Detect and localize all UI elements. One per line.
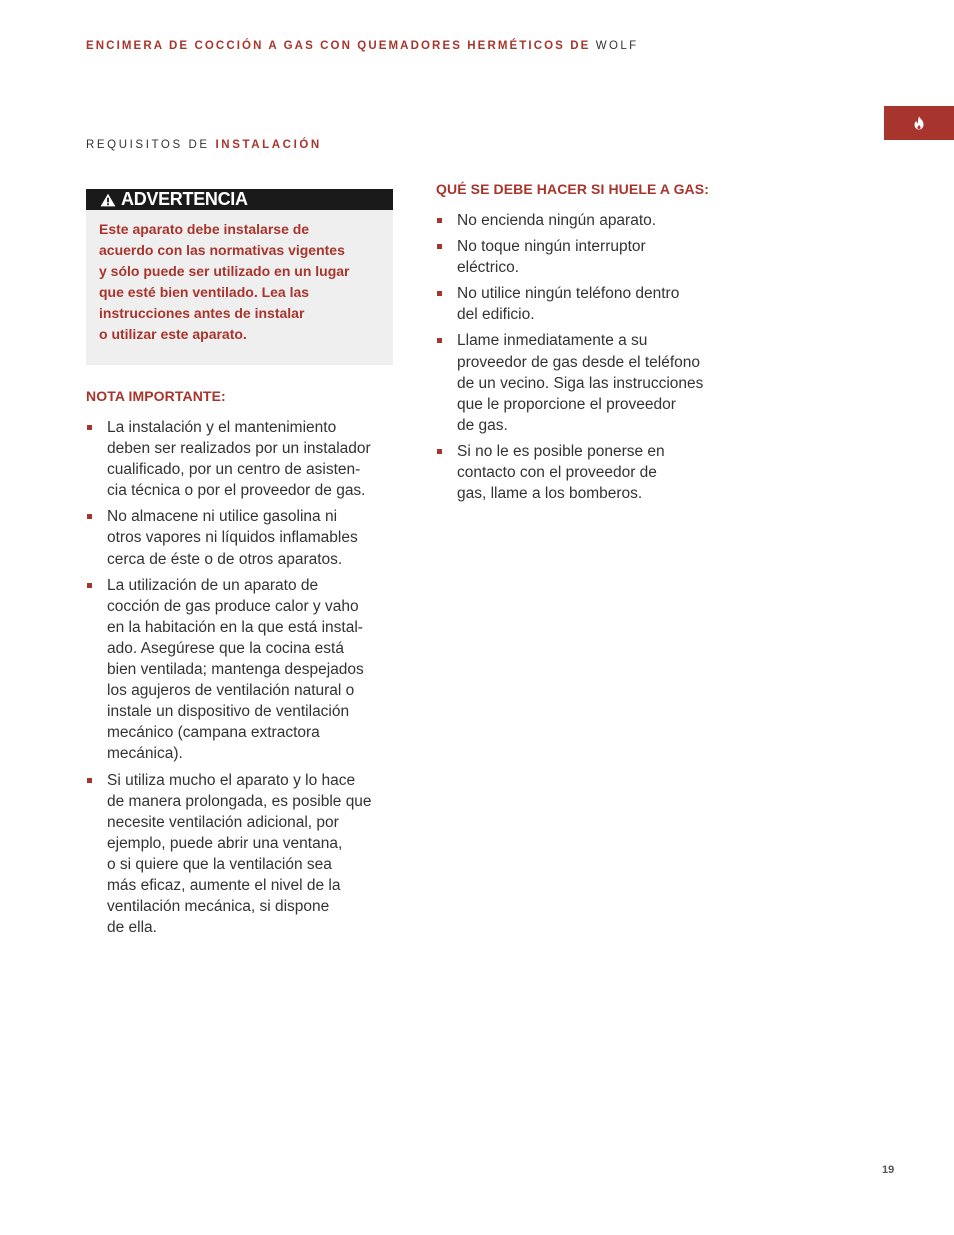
list-item-line: cualificado, por un centro de asisten-	[107, 461, 361, 479]
bullet-square-icon	[437, 338, 442, 343]
important-note-list	[86, 417, 416, 943]
list-item-line: otros vapores ni líquidos inflamables	[107, 529, 358, 547]
warning-triangle-icon	[100, 193, 116, 207]
warning-line: y sólo puede ser utilizado en un lugar	[99, 263, 350, 279]
bullet-square-icon	[437, 244, 442, 249]
running-header	[86, 40, 639, 52]
warning-box	[86, 189, 393, 365]
list-item-line: cocción de gas produce calor y vaho	[107, 597, 359, 615]
list-item	[436, 330, 766, 435]
list-item-line: necesite ventilación adicional, por	[107, 813, 339, 831]
warning-line: o utilizar este aparato.	[99, 326, 247, 342]
list-item-line: de manera prolongada, es posible que	[107, 792, 372, 810]
bullet-square-icon	[87, 514, 92, 519]
warning-line: que esté bien ventilado. Lea las	[99, 284, 310, 300]
flame-icon	[913, 116, 925, 130]
list-item-line: No encienda ningún aparato.	[457, 212, 657, 229]
list-item-line: gas, llame a los bomberos.	[457, 485, 643, 503]
list-item-line: de ella.	[107, 919, 157, 937]
header-title: ENCIMERA DE COCCIÓN A GAS CON QUEMADORES HERMÉTICOS DE	[86, 40, 591, 52]
bullet-square-icon	[87, 425, 92, 430]
list-item-line: contacto con el proveedor de	[457, 464, 657, 482]
warning-line: Este aparato debe instalarse de	[99, 221, 310, 237]
list-item-line: No almacene ni utilice gasolina ni	[107, 508, 338, 526]
bullet-square-icon	[437, 449, 442, 454]
warning-line: instrucciones antes de instalar	[99, 305, 305, 321]
list-item-line: Llame inmediatamente a su	[457, 332, 648, 350]
list-item	[436, 236, 766, 278]
list-item-line: los agujeros de ventilación natural o	[107, 682, 355, 700]
list-item-line: Si no le es posible ponerse en	[457, 442, 665, 460]
list-item-line: No toque ningún interruptor	[457, 238, 646, 256]
gas-smell-heading: QUÉ SE DEBE HACER SI HUELE A GAS:	[436, 181, 709, 197]
bullet-square-icon	[87, 778, 92, 783]
list-item-line: ejemplo, puede abrir una ventana,	[107, 834, 343, 852]
list-item-line: instale un dispositivo de ventilación	[107, 703, 350, 721]
section-prefix: REQUISITOS DE	[86, 139, 210, 151]
list-item-line: La instalación y el mantenimiento	[107, 419, 337, 436]
list-item-line: de un vecino. Siga las instrucciones	[457, 374, 704, 392]
list-item-line: o si quiere que la ventilación sea	[107, 855, 332, 873]
list-item-line: Si utiliza mucho el aparato y lo hace	[107, 771, 356, 789]
list-item-line: proveedor de gas desde el teléfono	[457, 353, 701, 371]
list-item-line: cerca de éste o de otros aparatos.	[107, 550, 343, 568]
important-note-heading: NOTA IMPORTANTE:	[86, 388, 226, 404]
warning-header	[86, 189, 393, 210]
list-item-line: La utilización de un aparato de	[107, 576, 319, 594]
list-item-line: mecánica).	[107, 745, 183, 763]
list-item	[86, 575, 416, 765]
list-item-line: de gas.	[457, 416, 508, 434]
list-item	[86, 770, 416, 939]
list-item-line: más eficaz, aumente el nivel de la	[107, 876, 341, 894]
list-item	[436, 441, 766, 504]
list-item-line: eléctrico.	[457, 259, 520, 277]
warning-line: acuerdo con las normativas vigentes	[99, 242, 345, 258]
list-item-line: mecánico (campana extractora	[107, 724, 320, 742]
list-item	[436, 210, 766, 231]
list-item-line: bien ventilada; mantenga despejados	[107, 661, 364, 679]
list-item	[86, 417, 416, 501]
warning-title: ADVERTENCIA	[121, 189, 248, 209]
list-item	[436, 283, 766, 325]
header-brand: WOLF	[595, 40, 639, 52]
list-item-line: No utilice ningún teléfono dentro	[457, 285, 680, 303]
warning-text	[86, 210, 393, 345]
list-item-line: cia técnica o por el proveedor de gas.	[107, 482, 366, 500]
list-item-line: que le proporcione el proveedor	[457, 395, 676, 413]
list-item-line: en la habitación en la que está instal-	[107, 618, 363, 636]
list-item-line: ventilación mecánica, si dispone	[107, 898, 330, 916]
list-item	[86, 506, 416, 569]
list-item-line: deben ser realizados por un instalador	[107, 440, 371, 458]
section-highlight: INSTALACIÓN	[215, 139, 322, 151]
bullet-square-icon	[437, 291, 442, 296]
section-tab-marker	[884, 106, 954, 140]
bullet-square-icon	[437, 218, 442, 223]
list-item-line: del edificio.	[457, 306, 535, 324]
bullet-square-icon	[87, 583, 92, 588]
gas-smell-list	[436, 210, 766, 509]
list-item-line: ado. Asegúrese que la cocina está	[107, 639, 344, 657]
page-number: 19	[882, 1164, 895, 1176]
section-label	[86, 139, 322, 151]
